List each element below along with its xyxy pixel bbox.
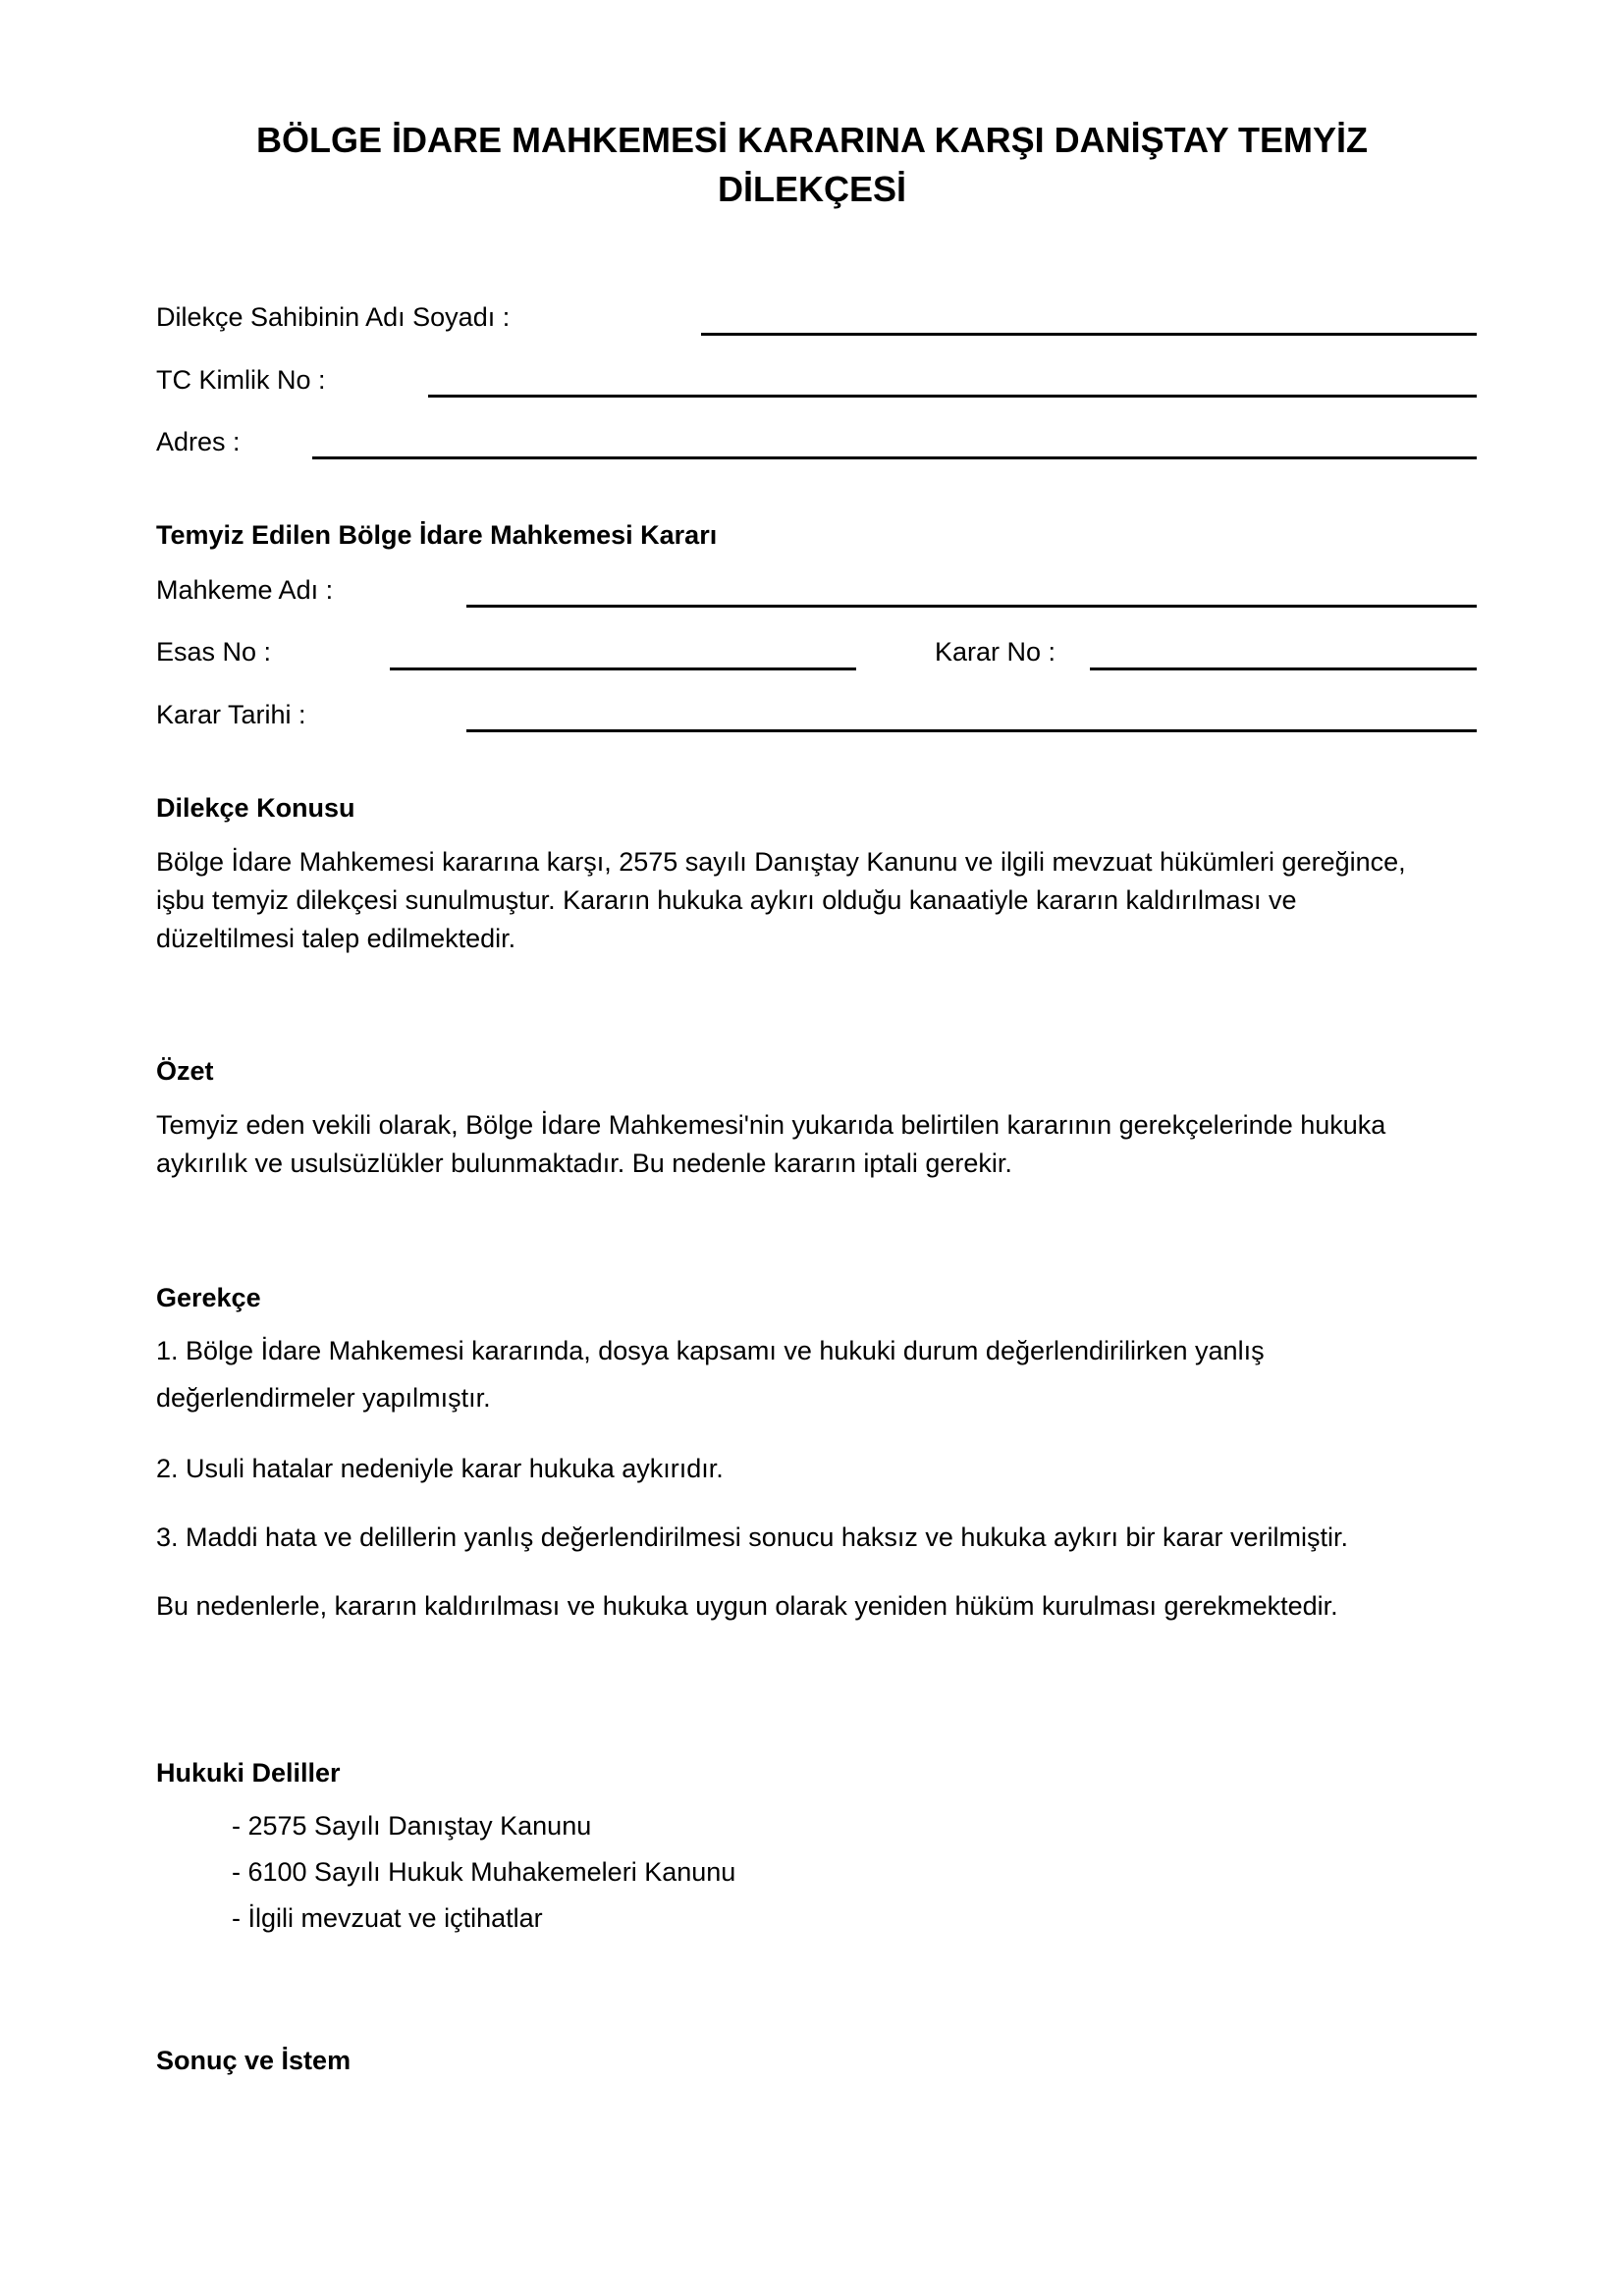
court-name-field[interactable] xyxy=(466,605,1477,608)
document-title xyxy=(157,116,1467,214)
address-field[interactable] xyxy=(312,456,1477,459)
case-number-label: Esas No : xyxy=(156,637,272,667)
reasons-heading: Gerekçe xyxy=(156,1283,261,1312)
subject-line: düzeltilmesi talep edilmektedir. xyxy=(156,924,516,953)
decision-number-label: Karar No : xyxy=(935,637,1056,667)
subject-heading: Dilekçe Konusu xyxy=(156,793,355,823)
reason-item-1-line-2: değerlendirmeler yapılmıştır. xyxy=(156,1383,491,1413)
subject-paragraph xyxy=(156,843,1491,958)
evidence-item: - 6100 Sayılı Hukuk Muhakemeleri Kanunu xyxy=(232,1857,736,1887)
court-name-label: Mahkeme Adı : xyxy=(156,575,334,605)
subject-line: Bölge İdare Mahkemesi kararına karşı, 2575 sayılı Danıştay Kanunu ve ilgili mevzuat hükümleri gereğince, xyxy=(156,847,1406,877)
evidence-item: - İlgili mevzuat ve içtihatlar xyxy=(232,1903,543,1933)
tc-number-label: TC Kimlik No : xyxy=(156,365,326,395)
reasons-conclusion: Bu nedenlerle, kararın kaldırılması ve hukuka uygun olarak yeniden hüküm kurulması gerekmektedir. xyxy=(156,1591,1338,1621)
applicant-name-field[interactable] xyxy=(701,333,1477,336)
decision-date-label: Karar Tarihi : xyxy=(156,700,306,729)
summary-heading: Özet xyxy=(156,1056,214,1086)
evidence-heading: Hukuki Deliller xyxy=(156,1758,341,1788)
reason-item-1-line-1: 1. Bölge İdare Mahkemesi kararında, dosya kapsamı ve hukuki durum değerlendirilirken yanlış xyxy=(156,1336,1265,1365)
summary-line: aykırılık ve usulsüzlükler bulunmaktadır. Bu nedenle kararın iptali gerekir. xyxy=(156,1148,1012,1178)
decision-number-field[interactable] xyxy=(1090,667,1477,670)
document-title-line-1: BÖLGE İDARE MAHKEMESİ KARARINA KARŞI DANİŞTAY TEMYİZ xyxy=(255,120,1369,160)
reason-item-2: 2. Usuli hatalar nedeniyle karar hukuka aykırıdır. xyxy=(156,1454,724,1483)
reason-item-3: 3. Maddi hata ve delillerin yanlış değerlendirilmesi sonucu haksız ve hukuka aykırı bir karar verilmiştir. xyxy=(156,1522,1349,1552)
case-number-field[interactable] xyxy=(390,667,856,670)
evidence-item: - 2575 Sayılı Danıştay Kanunu xyxy=(232,1811,592,1841)
subject-line: işbu temyiz dilekçesi sunulmuştur. Kararın hukuka aykırı olduğu kanaatiyle kararın kaldırılması ve xyxy=(156,885,1297,915)
tc-number-field[interactable] xyxy=(428,395,1477,398)
appealed-decision-heading: Temyiz Edilen Bölge İdare Mahkemesi Kararı xyxy=(156,520,718,550)
decision-date-field[interactable] xyxy=(466,729,1477,732)
summary-paragraph xyxy=(156,1106,1491,1183)
summary-line: Temyiz eden vekili olarak, Bölge İdare Mahkemesi'nin yukarıda belirtilen kararının gerekçelerinde hukuka xyxy=(156,1110,1386,1140)
applicant-name-label: Dilekçe Sahibinin Adı Soyadı : xyxy=(156,302,511,332)
address-label: Adres : xyxy=(156,427,241,456)
document-title-line-2: DİLEKÇESİ xyxy=(717,169,907,209)
result-heading: Sonuç ve İstem xyxy=(156,2046,352,2075)
